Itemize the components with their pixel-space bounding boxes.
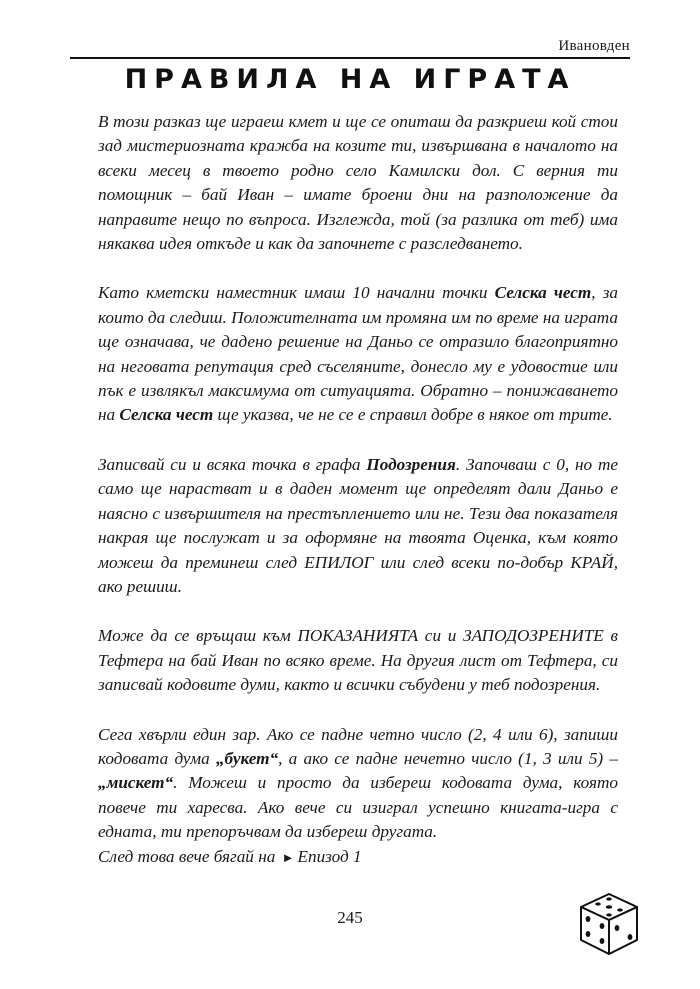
code-word-misket: „мискет“ (98, 773, 174, 793)
text-run: , за които да следиш. Положителната им промяна им по време на играта ще означава, че дадено решение на Даньо се отразило благоприятно на неговата репутация сред съселяните, донесло му е удовостие или пък е извлякъл максимума от ситуацията. Обратно – понижаването на (98, 283, 618, 425)
rules-body (98, 110, 618, 870)
header-rule (70, 57, 630, 59)
text-run: Записвай си и всяка точка в графа (98, 454, 367, 474)
term-village-honor: Селска чест (494, 283, 592, 303)
paragraph-notebook: Може да се връщаш към ПОКАЗАНИЯТА си и ЗАПОДОЗРЕНИТЕ в Тефтера на бай Иван по всяко време. На другия лист от Тефтера, си записвай кодовите думи, както и всички събудени у теб подозрения. (98, 626, 618, 695)
paragraph-suspicions (98, 453, 618, 599)
episode-link[interactable]: Епизод 1 (297, 846, 362, 866)
running-head-title: Ивановден (558, 38, 630, 54)
term-village-honor: Селска чест (119, 405, 214, 425)
paragraph-intro: В този разказ ще играеш кмет и ще се опиташ да разкриеш кой стои зад мистериозната кражба на козите ти, извършвана в началото на всеки месец в твоето родно село Камилски дол. С верния ти помощник – бай Иван – имате броени дни на разположение да направите нещо по въпроса. Изглежда, той (за разлика от теб) има някаква идея откъде и как да започнете с разследването. (98, 112, 618, 254)
text-run: Сега хвърли един зар. Ако се падне четно число (2, 4 или 6), запиши кодовата дума (98, 724, 618, 768)
page-title: ПРАВИЛА НА ИГРАТА (124, 64, 576, 95)
term-suspicions: Подозрения (366, 454, 456, 474)
text-run: , а ако се падне нечетно число (1, 3 или 5) – (278, 748, 618, 768)
page-number: 245 (337, 908, 363, 927)
text-run: . Можеш и просто да избереш кодовата дума, която повече ти харесва. Ако вече си изиграл успешно книгата-игра с едната, ти препоръчвам да избереш другата. (98, 773, 618, 842)
text-run: . Започваш с 0, но те само ще нарастват и в даден момент ще определят дали Даньо е наясно с извършителя на престъплението или не. Тези два показателя накрая ще послужат и за оформяне на твоята Оценка, към която можеш да преминеш след ЕПИЛОГ или след всеки по-добър КРАЙ, ако решиш. (98, 454, 618, 596)
text-run: След това вече бягай на (98, 846, 276, 866)
code-word-buket: „букет“ (215, 748, 279, 768)
paragraph-dice-roll (98, 723, 618, 845)
text-run: ще указва, че не се е справил добре в някое от трите. (213, 405, 613, 425)
paragraph-village-honor (98, 281, 618, 427)
paragraph-go-to-episode (98, 845, 618, 870)
text-run: Като кметски наместник имаш 10 начални точки (98, 283, 495, 303)
dice-icon (575, 890, 643, 958)
play-arrow-icon: ► (281, 849, 295, 865)
